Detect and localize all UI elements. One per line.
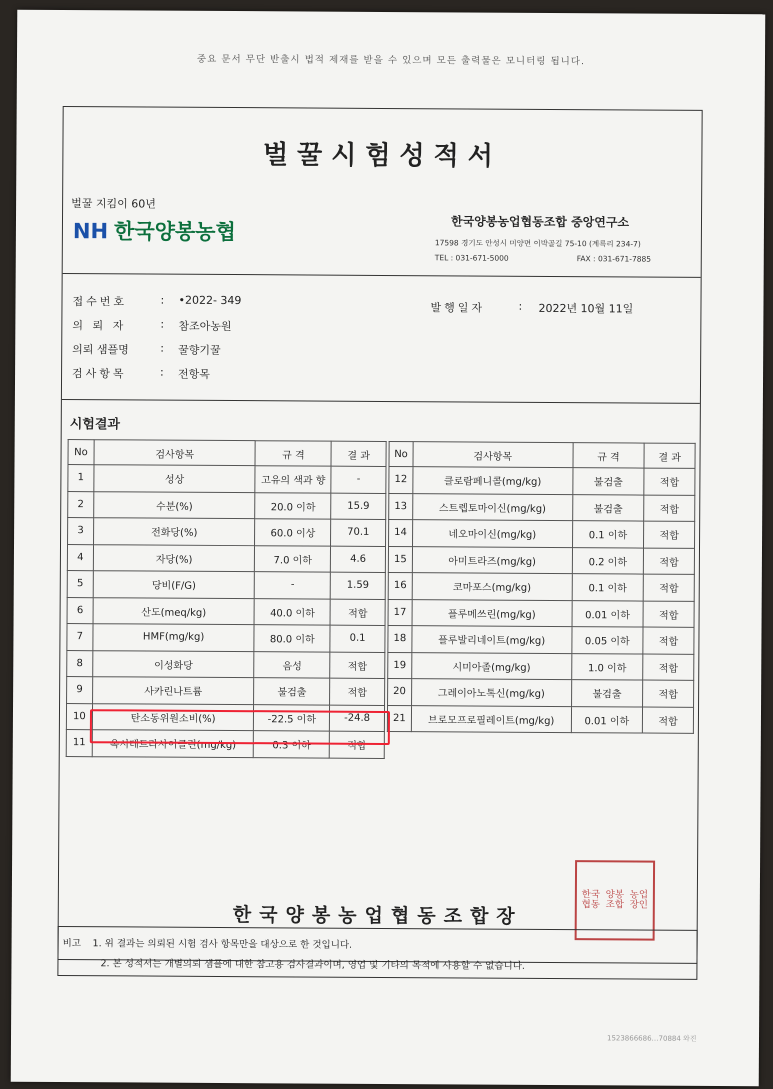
lab-tel: TEL : 031-671-5000: [434, 253, 509, 263]
row-no: 18: [388, 626, 412, 653]
table-row: [389, 493, 695, 521]
divider: [63, 273, 701, 278]
row-spec: 불검출: [254, 678, 330, 705]
table-row: [388, 626, 694, 654]
row-no: 5: [67, 571, 93, 598]
note-1: 1. 위 결과는 의뢰된 시험 검사 항목만을 대상으로 한 것입니다.: [92, 938, 353, 951]
notes-label: 비고: [62, 938, 81, 950]
table-row: [68, 518, 386, 546]
logo-name: 한국양봉농협: [114, 219, 236, 245]
row-result: 적합: [644, 495, 695, 522]
nh-logo: [73, 215, 236, 246]
row-spec: 0.01 이하: [571, 706, 643, 733]
row-item: 옥시테트라사이클린(mg/kg): [92, 730, 254, 757]
notes-box: [57, 926, 697, 980]
table-row: [388, 652, 694, 680]
table-row: [388, 679, 694, 707]
row-result: -24.8: [330, 705, 385, 732]
document-title: 벌꿀시험성적서: [262, 140, 502, 172]
row-result: 적합: [330, 599, 385, 626]
row-result: 0.1: [330, 625, 385, 652]
results-table-right: [387, 441, 696, 734]
table-row: [68, 465, 386, 493]
association-name: 한국양봉농업협동조합장: [232, 904, 523, 928]
row-no: 11: [66, 730, 92, 757]
info-value-sample: 꿀향기꿀: [178, 343, 221, 357]
row-spec: 20.0 이하: [255, 492, 331, 519]
row-item: 코마포스(mg/kg): [412, 573, 572, 600]
certificate-frame: [57, 106, 702, 964]
row-item: 브로모프로필레이트(mg/kg): [411, 705, 571, 732]
row-item: 그레이아노톡신(mg/kg): [411, 679, 571, 706]
info-value-requester: 참조아농원: [178, 319, 232, 334]
info-label-sample: 의뢰 샘플명: [72, 343, 129, 357]
row-no: 3: [68, 518, 94, 545]
row-spec: 0.2 이하: [572, 547, 644, 574]
row-item: 이성화당: [93, 650, 255, 677]
slogan: 벌꿀 지킴이 60년: [71, 197, 156, 211]
row-no: 21: [387, 705, 411, 732]
header-no: No: [389, 442, 413, 467]
table-row: [67, 624, 385, 652]
row-item: 전화당(%): [93, 518, 255, 545]
nh-mark: NH: [72, 219, 109, 244]
header-spec: 규 격: [255, 441, 331, 466]
row-no: 13: [389, 493, 413, 520]
row-spec: 0.01 이하: [572, 600, 644, 627]
row-spec: 불검출: [571, 680, 643, 707]
table-row: [388, 546, 694, 574]
header-result: 결 과: [644, 443, 695, 468]
row-result: 적합: [643, 707, 694, 734]
row-no: 8: [67, 650, 93, 677]
info-value-items: 전항목: [178, 367, 210, 381]
row-item: HMF(mg/kg): [93, 624, 255, 651]
lab-address: 17598 경기도 안성시 미양면 이박골길 75-10 (계륵리 234-7): [434, 238, 641, 249]
colon: :: [160, 341, 164, 355]
table-row: [68, 491, 386, 519]
row-no: 7: [67, 624, 93, 651]
row-spec: 고유의 색과 향: [255, 466, 331, 493]
row-no: 4: [67, 544, 93, 571]
row-result: -: [331, 466, 386, 493]
lab-name: 한국양봉농업협동조합 중앙연구소: [450, 214, 630, 230]
row-spec: 음성: [254, 651, 330, 678]
table-row: [388, 573, 694, 601]
colon: :: [160, 365, 164, 379]
row-spec: 1.0 이하: [571, 653, 643, 680]
row-no: 6: [67, 597, 93, 624]
row-item: 산도(meq/kg): [93, 597, 255, 624]
notice-text: 중요 문서 무단 반출시 법적 제재를 받을 수 있으며 모든 출력물은 모니터링 됩니다.: [196, 53, 586, 68]
row-item: 사카린나트륨: [92, 677, 254, 704]
table-row: [67, 677, 385, 705]
row-result: 적합: [330, 652, 385, 679]
divider: [62, 399, 700, 404]
info-label-items: 검사항목: [72, 367, 127, 381]
table-row: [67, 650, 385, 678]
row-spec: -: [255, 572, 331, 599]
official-seal: 한국 양봉 농업 협동 조합 장인: [575, 860, 655, 940]
row-no: 17: [388, 599, 412, 626]
row-item: 네오마이신(mg/kg): [412, 520, 572, 547]
header-result: 결 과: [331, 441, 386, 466]
issue-date-label: 발행일자: [430, 301, 486, 315]
colon: :: [160, 293, 165, 307]
row-spec: 불검출: [572, 468, 644, 495]
table-row: [388, 599, 694, 627]
row-result: 적합: [330, 678, 385, 705]
row-result: 적합: [643, 574, 694, 601]
row-no: 10: [66, 703, 92, 730]
row-spec: 불검출: [572, 494, 644, 521]
row-spec: 60.0 이상: [255, 519, 331, 546]
table-row: [67, 571, 385, 599]
row-item: 클로람페니콜(mg/kg): [413, 467, 573, 494]
header-no: No: [68, 440, 94, 465]
row-spec: 0.1 이하: [572, 574, 644, 601]
row-result: 적합: [644, 548, 695, 575]
row-no: 9: [67, 677, 93, 704]
table-header-row: [389, 442, 695, 469]
row-spec: -22.5 이하: [254, 704, 330, 731]
row-result: 1.59: [330, 572, 385, 599]
table-row: [389, 520, 695, 548]
row-spec: 7.0 이하: [255, 545, 331, 572]
results-title: 시험결과: [69, 417, 121, 433]
row-no: 15: [388, 546, 412, 573]
issue-date-value: 2022년 10월 11일: [538, 301, 634, 316]
row-result: 적합: [644, 468, 695, 495]
row-item: 성상: [94, 465, 256, 492]
info-label-requester: 의 뢰 자: [72, 319, 127, 333]
table-row: [387, 705, 693, 733]
colon: :: [160, 317, 165, 331]
serial-number: 1523866686…70884 와진: [606, 1034, 697, 1043]
row-item: 시미아졸(mg/kg): [412, 652, 572, 679]
header-item: 검사항목: [94, 440, 256, 466]
row-no: 1: [68, 465, 94, 492]
row-no: 14: [389, 520, 413, 547]
table-row: [389, 467, 695, 495]
row-spec: 0.3 이하: [254, 731, 330, 758]
table-row: [67, 597, 385, 625]
row-no: 2: [68, 491, 94, 518]
row-no: 19: [388, 652, 412, 679]
row-item: 자당(%): [93, 544, 255, 571]
note-2: 2. 본 성적서는 개별의뢰 샘플에 대한 참고용 검사결과이며, 영업 및 기타의 목적에 사용할 수 없습니다.: [100, 958, 525, 972]
highlight-box: [90, 709, 390, 745]
row-result: 4.6: [331, 546, 386, 573]
row-no: 12: [389, 467, 413, 494]
colon: :: [518, 299, 523, 313]
row-result: 적합: [643, 680, 694, 707]
info-value-receipt: •2022- 349: [178, 293, 242, 308]
row-item: 플루메쓰린(mg/kg): [412, 599, 572, 626]
certificate-paper: [11, 10, 766, 1087]
table-row: [67, 544, 385, 572]
row-result: 적합: [643, 601, 694, 628]
header-item: 검사항목: [413, 442, 573, 468]
row-item: 플루발리네이트(mg/kg): [412, 626, 572, 653]
row-item: 아미트라즈(mg/kg): [412, 546, 572, 573]
row-result: 적합: [330, 731, 385, 758]
row-item: 당비(F/G): [93, 571, 255, 598]
row-result: 70.1: [331, 519, 386, 546]
row-no: 20: [388, 679, 412, 706]
row-result: 적합: [643, 654, 694, 681]
header-spec: 규 격: [573, 443, 645, 468]
row-spec: 0.05 이하: [571, 627, 643, 654]
row-result: 적합: [644, 521, 695, 548]
row-result: 15.9: [331, 493, 386, 520]
row-spec: 40.0 이하: [254, 598, 330, 625]
row-spec: 80.0 이하: [254, 625, 330, 652]
row-item: 스트렙토마이신(mg/kg): [413, 493, 573, 520]
lab-fax: FAX : 031-671-7885: [576, 254, 652, 264]
table-header-row: [68, 440, 386, 467]
info-label-receipt: 접수번호: [72, 295, 128, 309]
row-item: 수분(%): [94, 491, 256, 518]
row-result: 적합: [643, 627, 694, 654]
row-spec: 0.1 이하: [572, 521, 644, 548]
row-no: 16: [388, 573, 412, 600]
row-item: 탄소동위원소비(%): [92, 703, 254, 730]
